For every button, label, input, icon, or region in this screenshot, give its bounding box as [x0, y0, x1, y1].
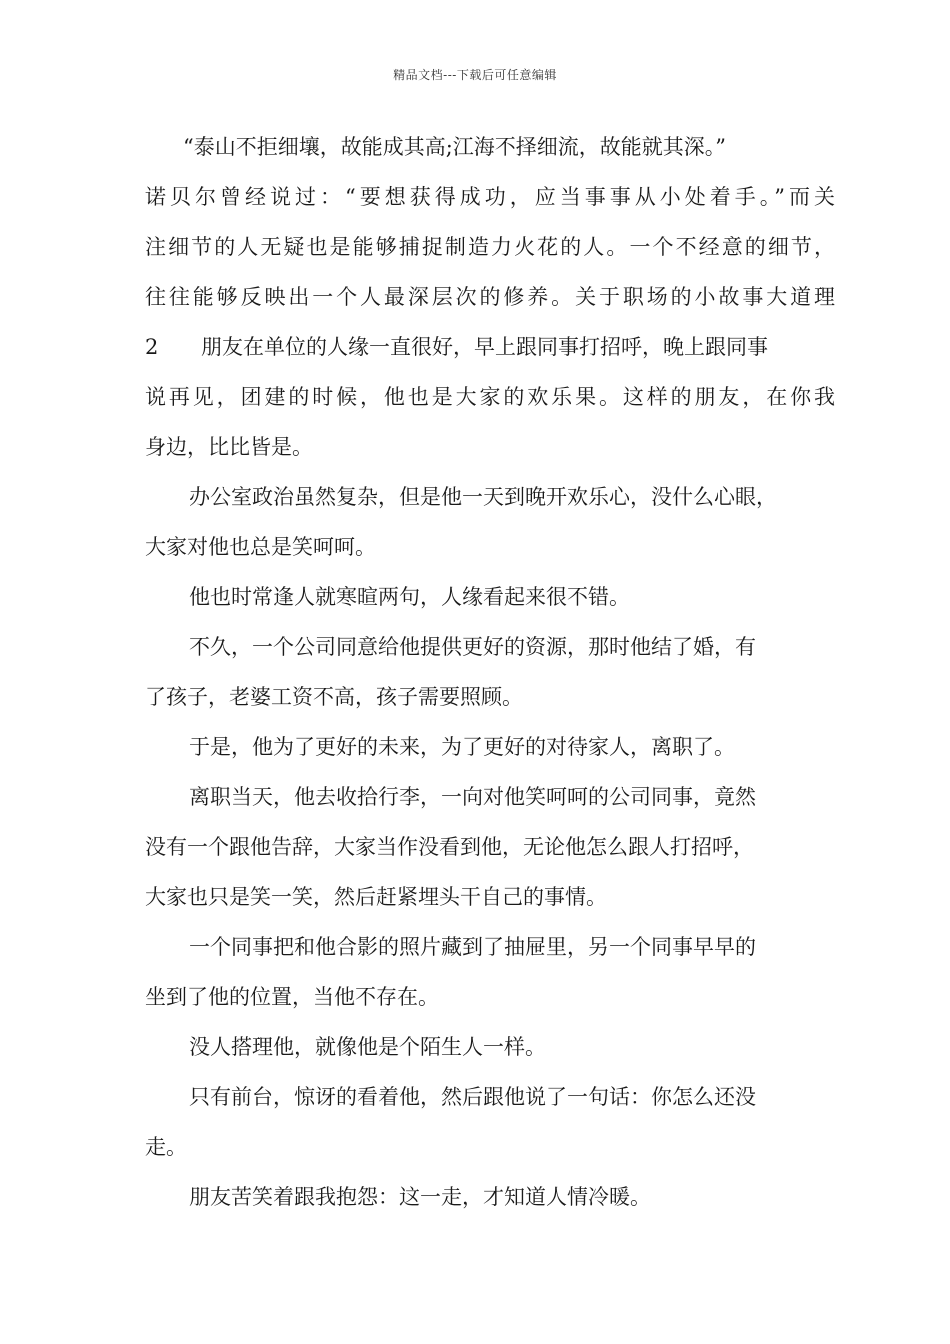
paragraph-line-text: 朋友在单位的人缘一直很好，早上跟同事打招呼，晚上跟同事 [201, 335, 768, 359]
paragraph-line: 只有前台，惊讶的看着他，然后跟他说了一句话：你怎么还没 [189, 1085, 756, 1109]
body-text [145, 128, 835, 1228]
paragraph-line: 一个同事把和他合影的照片藏到了抽屉里，另一个同事早早的 [189, 935, 756, 959]
paragraph-line: 往往能够反映出一个人最深层次的修养。关于职场的小故事大道理 [145, 285, 835, 309]
paragraph-line: 离职当天，他去收拾行李，一向对他笑呵呵的公司同事，竟然 [189, 785, 756, 809]
paragraph-line-numbered [145, 328, 835, 378]
paragraph-line: 诺贝尔曾经说过：“要想获得成功，应当事事从小处着手。”而关 [145, 185, 835, 209]
paragraph-line: 没人搭理他，就像他是个陌生人一样。 [189, 1035, 546, 1059]
page-header: 精品文档---下载后可任意编辑 [393, 68, 557, 82]
paragraph-line: 没有一个跟他告辞，大家当作没看到他，无论他怎么跟人打招呼， [145, 835, 754, 859]
paragraph-line: 办公室政治虽然复杂，但是他一天到晚开欢乐心，没什么心眼， [189, 485, 777, 509]
paragraph-line: 大家对他也总是笑呵呵。 [145, 535, 376, 559]
paragraph-line: 了孩子，老婆工资不高，孩子需要照顾。 [145, 685, 523, 709]
paragraph-line: 说再见，团建的时候，他也是大家的欢乐果。这样的朋友，在你我 [145, 385, 835, 409]
section-number: 2 [145, 335, 159, 359]
paragraph-line: 朋友苦笑着跟我抱怨：这一走，才知道人情冷暖。 [189, 1185, 651, 1209]
paragraph-line: 走。 [145, 1135, 187, 1159]
paragraph-line: 不久，一个公司同意给他提供更好的资源，那时他结了婚，有 [189, 635, 756, 659]
paragraph-line: 注细节的人无疑也是能够捕捉制造力火花的人。一个不经意的细节， [145, 235, 835, 259]
paragraph-line: 他也时常逢人就寒暄两句，人缘看起来很不错。 [189, 585, 630, 609]
paragraph-line: “泰山不拒细壤，故能成其高;江海不择细流，故能就其深。” [183, 135, 727, 159]
paragraph-line: 大家也只是笑一笑，然后赶紧埋头干自己的事情。 [145, 885, 607, 909]
paragraph-line: 身边，比比皆是。 [145, 435, 313, 459]
paragraph-line: 坐到了他的位置，当他不存在。 [145, 985, 439, 1009]
paragraph-line: 于是，他为了更好的未来，为了更好的对待家人，离职了。 [189, 735, 735, 759]
